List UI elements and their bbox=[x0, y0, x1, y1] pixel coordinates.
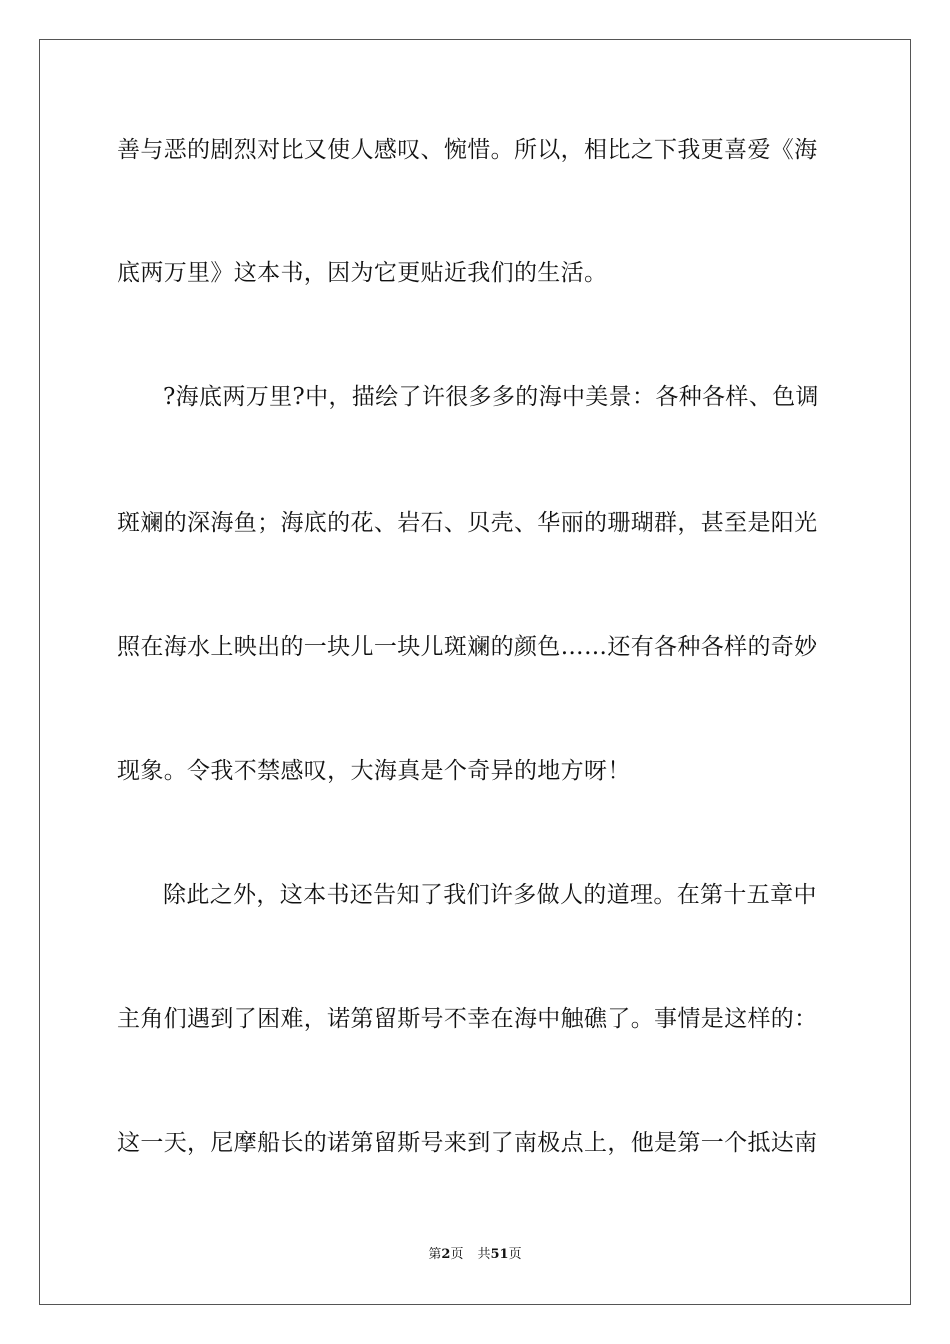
body-text-line: 斑斓的深海鱼；海底的花、岩石、贝壳、华丽的珊瑚群，甚至是阳光 bbox=[117, 510, 818, 536]
current-page-number: 2 bbox=[441, 1247, 451, 1262]
paragraph-start-line: ?海底两万里?中，描绘了许很多多的海中美景：各种各样、色调 bbox=[163, 384, 819, 410]
page-footer bbox=[0, 1246, 950, 1264]
total-page-count: 51 bbox=[490, 1247, 509, 1262]
page-border bbox=[39, 39, 911, 1305]
body-text-line: 照在海水上映出的一块儿一块儿斑斓的颜色……还有各种各样的奇妙 bbox=[117, 634, 818, 660]
body-text-line: 善与恶的剧烈对比又使人感叹、惋惜。所以，相比之下我更喜爱《海 bbox=[117, 137, 818, 163]
total-label-suffix: 页 bbox=[508, 1247, 522, 1262]
body-text-line: 底两万里》这本书，因为它更贴近我们的生活。 bbox=[117, 260, 608, 286]
body-text-line: 主角们遇到了困难，诺第留斯号不幸在海中触礁了。事情是这样的： bbox=[117, 1006, 818, 1032]
paragraph-start-line: 除此之外，这本书还告知了我们许多做人的道理。在第十五章中 bbox=[163, 882, 817, 908]
page-label-suffix: 页 bbox=[450, 1247, 464, 1262]
total-label-prefix: 共 bbox=[477, 1247, 491, 1262]
body-text-line: 现象。令我不禁感叹，大海真是个奇异的地方呀！ bbox=[117, 758, 631, 784]
body-text-line: 这一天，尼摩船长的诺第留斯号来到了南极点上，他是第一个抵达南 bbox=[117, 1130, 818, 1156]
page-label-prefix: 第 bbox=[428, 1247, 442, 1262]
